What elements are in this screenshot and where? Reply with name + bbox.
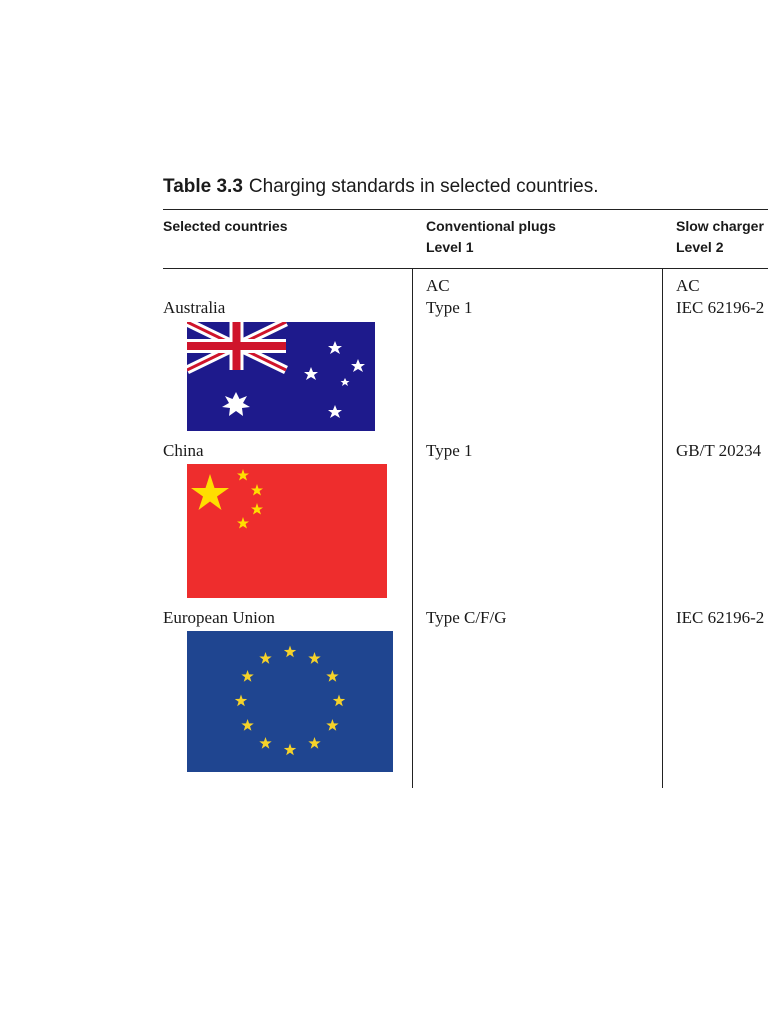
- column-header-countries: Selected countries: [163, 218, 288, 234]
- table-top-rule: [163, 209, 768, 210]
- china-level1-type: Type 1: [426, 441, 473, 460]
- eu-flag-icon: [187, 631, 393, 772]
- column-divider-2: [662, 268, 663, 788]
- australia-flag-icon: [187, 322, 375, 431]
- column-header-level1-subtitle: Level 1: [426, 239, 474, 255]
- column-header-level2-title: Slow charger: [676, 218, 764, 234]
- australia-level1-cell: [426, 275, 473, 319]
- table-header-rule: [163, 268, 768, 269]
- eu-level1-type: Type C/F/G: [426, 608, 507, 627]
- eu-level2-type: IEC 62196-2: [676, 608, 765, 627]
- column-header-level2: [676, 216, 764, 258]
- australia-level2-cell: [676, 275, 764, 319]
- column-header-level1: [426, 216, 556, 258]
- column-header-level1-title: Conventional plugs: [426, 218, 556, 234]
- australia-level1-type: Type 1: [426, 298, 473, 317]
- country-name-china: China: [163, 441, 204, 460]
- table-title: Charging standards in selected countries.: [248, 176, 599, 197]
- china-flag-icon: [187, 464, 387, 598]
- table-number: Table 3.3: [163, 176, 243, 197]
- australia-level2-type: IEC 62196-2: [676, 298, 765, 317]
- country-name-australia: Australia: [163, 298, 226, 317]
- australia-level1-current: AC: [426, 276, 450, 295]
- column-header-level2-subtitle: Level 2: [676, 239, 724, 255]
- australia-level2-current: AC: [676, 276, 700, 295]
- table-caption: [163, 176, 599, 198]
- column-divider-1: [412, 268, 413, 788]
- country-name-eu: European Union: [163, 608, 275, 627]
- china-level2-type: GB/T 20234: [676, 441, 762, 460]
